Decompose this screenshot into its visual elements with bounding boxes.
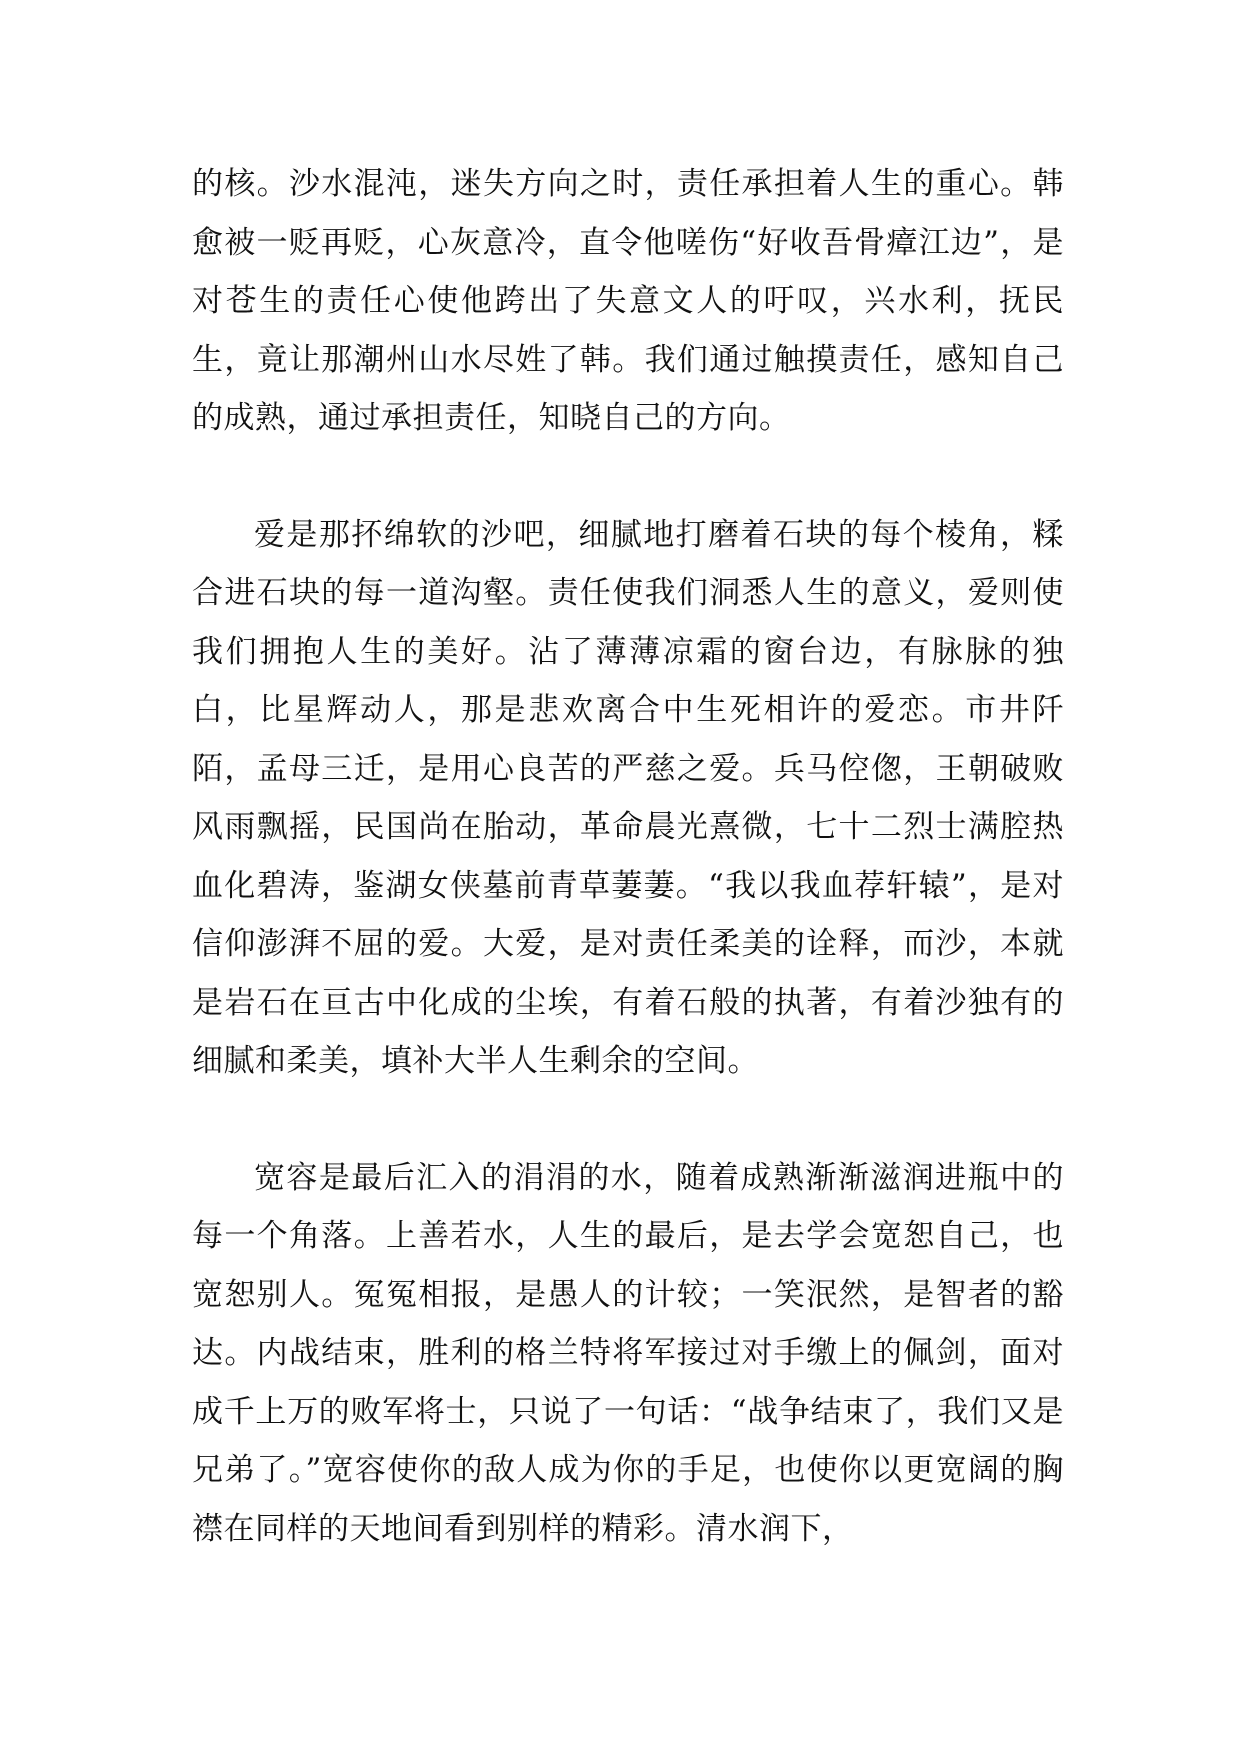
document-body xyxy=(192,155,1064,1558)
paragraph-love: 爱是那抔绵软的沙吧，细腻地打磨着石块的每个棱角，糅合进石块的每一道沟壑。责任使我们洞悉人生的意义，爱则使我们拥抱人生的美好。沾了薄薄凉霜的窗台边，有脉脉的独白，比星辉动人，那是悲欢离合中生死相许的爱恋。市井阡陌，孟母三迁，是用心良苦的严慈之爱。兵马倥偬，王朝破败风雨飘摇，民国尚在胎动，革命晨光熹微，七十二烈士满腔热血化碧涛，鉴湖女侠墓前青草萋萋。“我以我血荐轩辕”，是对信仰澎湃不屈的爱。大爱，是对责任柔美的诠释，而沙，本就是岩石在亘古中化成的尘埃，有着石般的执著，有着沙独有的细腻和柔美，填补大半人生剩余的空间。 xyxy=(192,516,1064,1079)
paragraph-tolerance: 宽容是最后汇入的涓涓的水，随着成熟渐渐滋润进瓶中的每一个角落。上善若水，人生的最后，是去学会宽恕自己，也宽恕别人。冤冤相报，是愚人的计较；一笑泯然，是智者的豁达。内战结束，胜利的格兰特将军接过对手缴上的佩剑，面对成千上万的败军将士，只说了一句话：“战争结束了，我们又是兄弟了。”宽容使你的敌人成为你的手足，也使你以更宽阔的胸襟在同样的天地间看到别样的精彩。清水润下， xyxy=(192,1159,1064,1547)
paragraph-responsibility: 的核。沙水混沌，迷失方向之时，责任承担着人生的重心。韩愈被一贬再贬，心灰意冷，直令他嗟伤“好收吾骨瘴江边”，是对苍生的责任心使他跨出了失意文人的吁叹，兴水利，抚民生，竟让那潮州山水尽姓了韩。我们通过触摸责任，感知自己的成熟，通过承担责任，知晓自己的方向。 xyxy=(192,166,1064,436)
paragraph-gap xyxy=(192,448,1064,506)
paragraph-gap xyxy=(192,1091,1064,1149)
